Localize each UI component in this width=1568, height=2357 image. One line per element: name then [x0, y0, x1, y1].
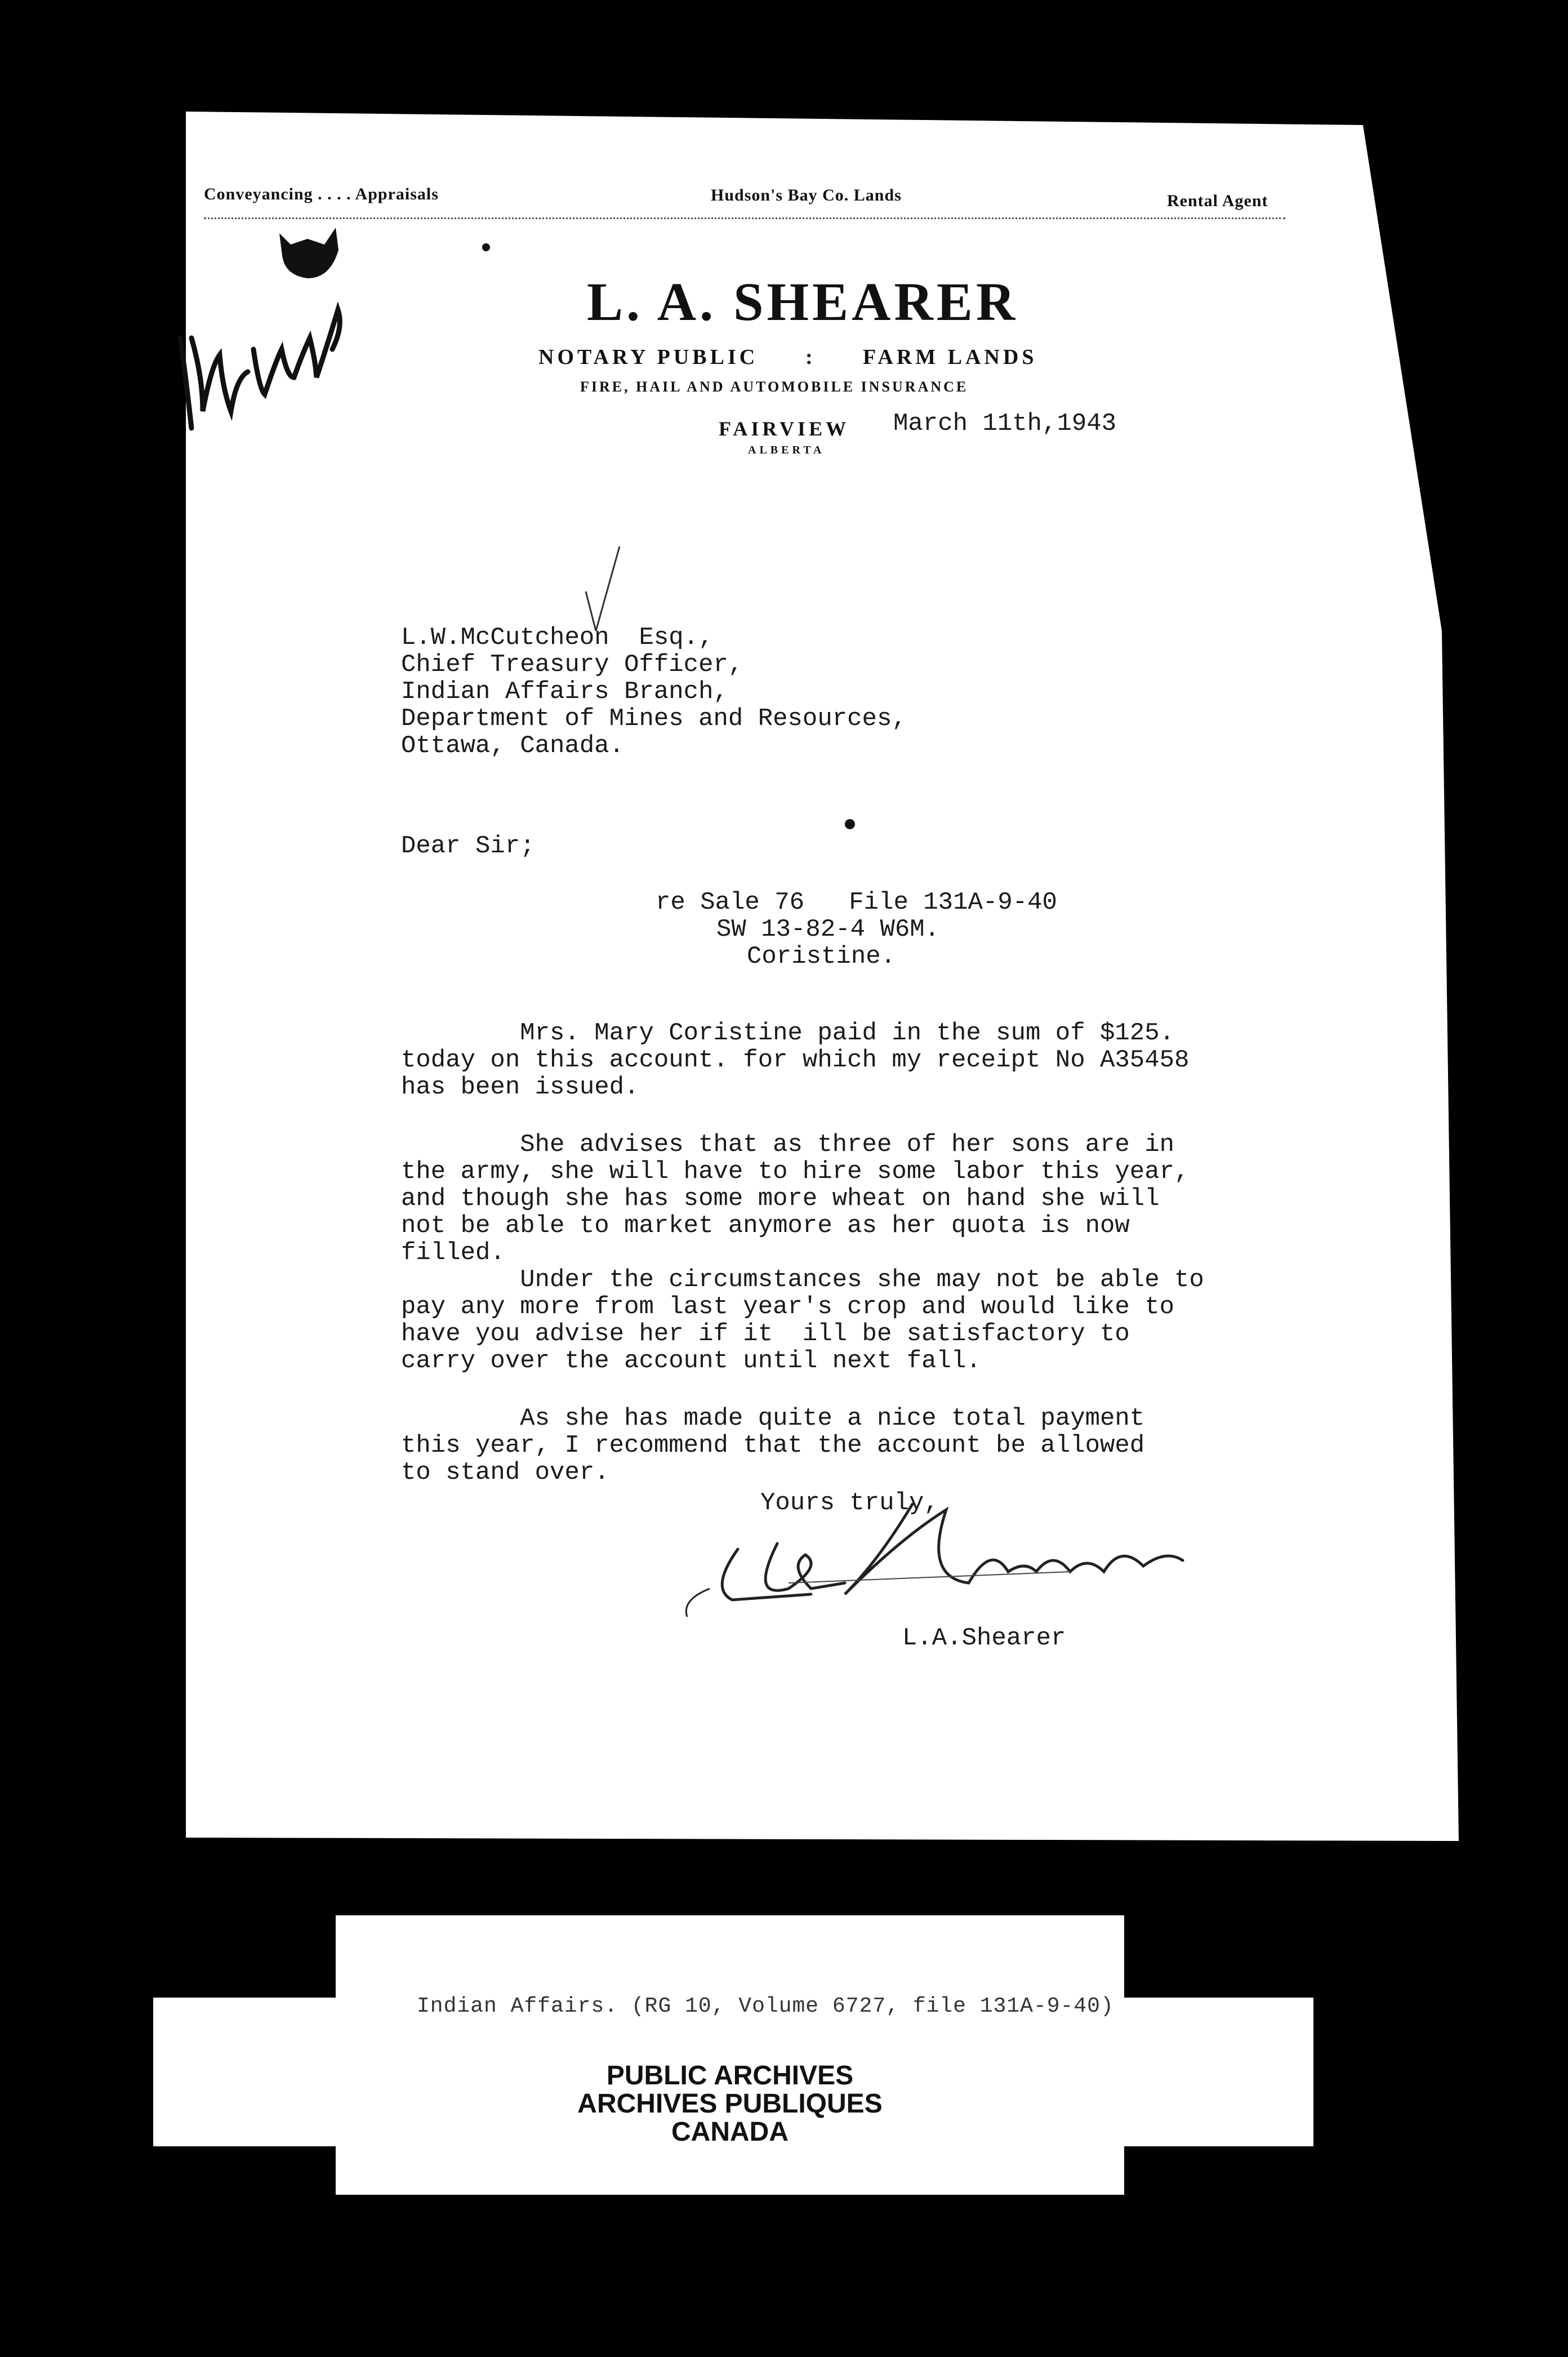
salutation: Dear Sir; — [401, 832, 535, 860]
ink-dot — [482, 243, 490, 251]
body-line: have you advise her if it ill be satisfactory to — [401, 1320, 1130, 1348]
body-line: pay any more from last year's crop and would like to — [401, 1293, 1175, 1321]
letterhead-services: Conveyancing . . . . Appraisals — [204, 185, 439, 203]
paragraph — [401, 1131, 1204, 1375]
closing: Yours truly, — [760, 1489, 939, 1517]
letter-body — [401, 1020, 1204, 1486]
reference-line: Coristine. — [747, 942, 896, 971]
letterhead-rental-agent: Rental Agent — [1167, 192, 1268, 210]
signer-name: L.A.Shearer — [902, 1624, 1066, 1652]
firm-name: L. A. SHEARER — [587, 272, 1019, 332]
archive-title-line: ARCHIVES PUBLIQUES — [577, 2089, 883, 2119]
handwritten-annotation — [169, 282, 355, 439]
letter-date: March 11th,1943 — [893, 410, 1117, 438]
ink-dot — [845, 819, 855, 829]
signature-icon — [676, 1476, 1256, 1622]
body-line: today on this account. for which my receipt No A35458 — [401, 1046, 1190, 1074]
body-line: the army, she will have to hire some labor this year, — [401, 1158, 1190, 1186]
body-line: As she has made quite a nice total payment — [401, 1404, 1145, 1433]
firm-place: FAIRVIEW — [719, 417, 850, 440]
recipient-address — [401, 624, 907, 759]
reference-block — [656, 889, 1057, 970]
body-line: has been issued. — [401, 1073, 639, 1101]
firm-farm-lands: FARM LANDS — [863, 345, 1037, 369]
body-line: filled. — [401, 1239, 505, 1267]
letterhead-divider — [204, 217, 1285, 219]
letterhead-hudsons-bay: Hudson's Bay Co. Lands — [711, 186, 902, 204]
address-line: Indian Affairs Branch, — [401, 678, 728, 706]
address-line: L.W.McCutcheon Esq., — [401, 624, 714, 652]
body-line: She advises that as three of her sons are in — [401, 1131, 1175, 1159]
body-line: and though she has some more wheat on hand she will — [401, 1185, 1160, 1213]
firm-insurance: FIRE, HAIL AND AUTOMOBILE INSURANCE — [580, 379, 969, 395]
body-line: not be able to market anymore as her quota is now — [401, 1212, 1130, 1240]
firm-province: ALBERTA — [748, 444, 825, 456]
reference-line: re Sale 76 File 131A-9-40 — [656, 888, 1057, 917]
handwritten-note-icon — [169, 282, 355, 439]
archive-title-line: CANADA — [671, 2117, 789, 2147]
body-line: Mrs. Mary Coristine paid in the sum of $125. — [401, 1019, 1175, 1047]
body-line: to stand over. — [401, 1458, 609, 1487]
body-line: carry over the account until next fall. — [401, 1347, 981, 1375]
firm-separator: : — [805, 345, 816, 369]
reference-line: SW 13-82-4 W6M. — [716, 915, 940, 944]
address-line: Chief Treasury Officer, — [401, 651, 743, 679]
archive-reference: Indian Affairs. (RG 10, Volume 6727, file 131A-9-40) — [417, 1994, 1114, 2018]
body-line: this year, I recommend that the account be allowed — [401, 1431, 1145, 1460]
archive-title-line: PUBLIC ARCHIVES — [606, 2061, 854, 2091]
address-line: Department of Mines and Resources, — [401, 705, 907, 733]
archive-title — [336, 2062, 1124, 2146]
paragraph — [401, 1020, 1204, 1101]
ink-smudge-icon — [274, 222, 347, 284]
address-line: Ottawa, Canada. — [401, 732, 625, 760]
firm-notary: NOTARY PUBLIC — [538, 345, 759, 369]
handwritten-signature — [676, 1476, 1256, 1622]
paragraph — [401, 1405, 1204, 1486]
body-line: Under the circumstances she may not be able to — [401, 1266, 1204, 1294]
